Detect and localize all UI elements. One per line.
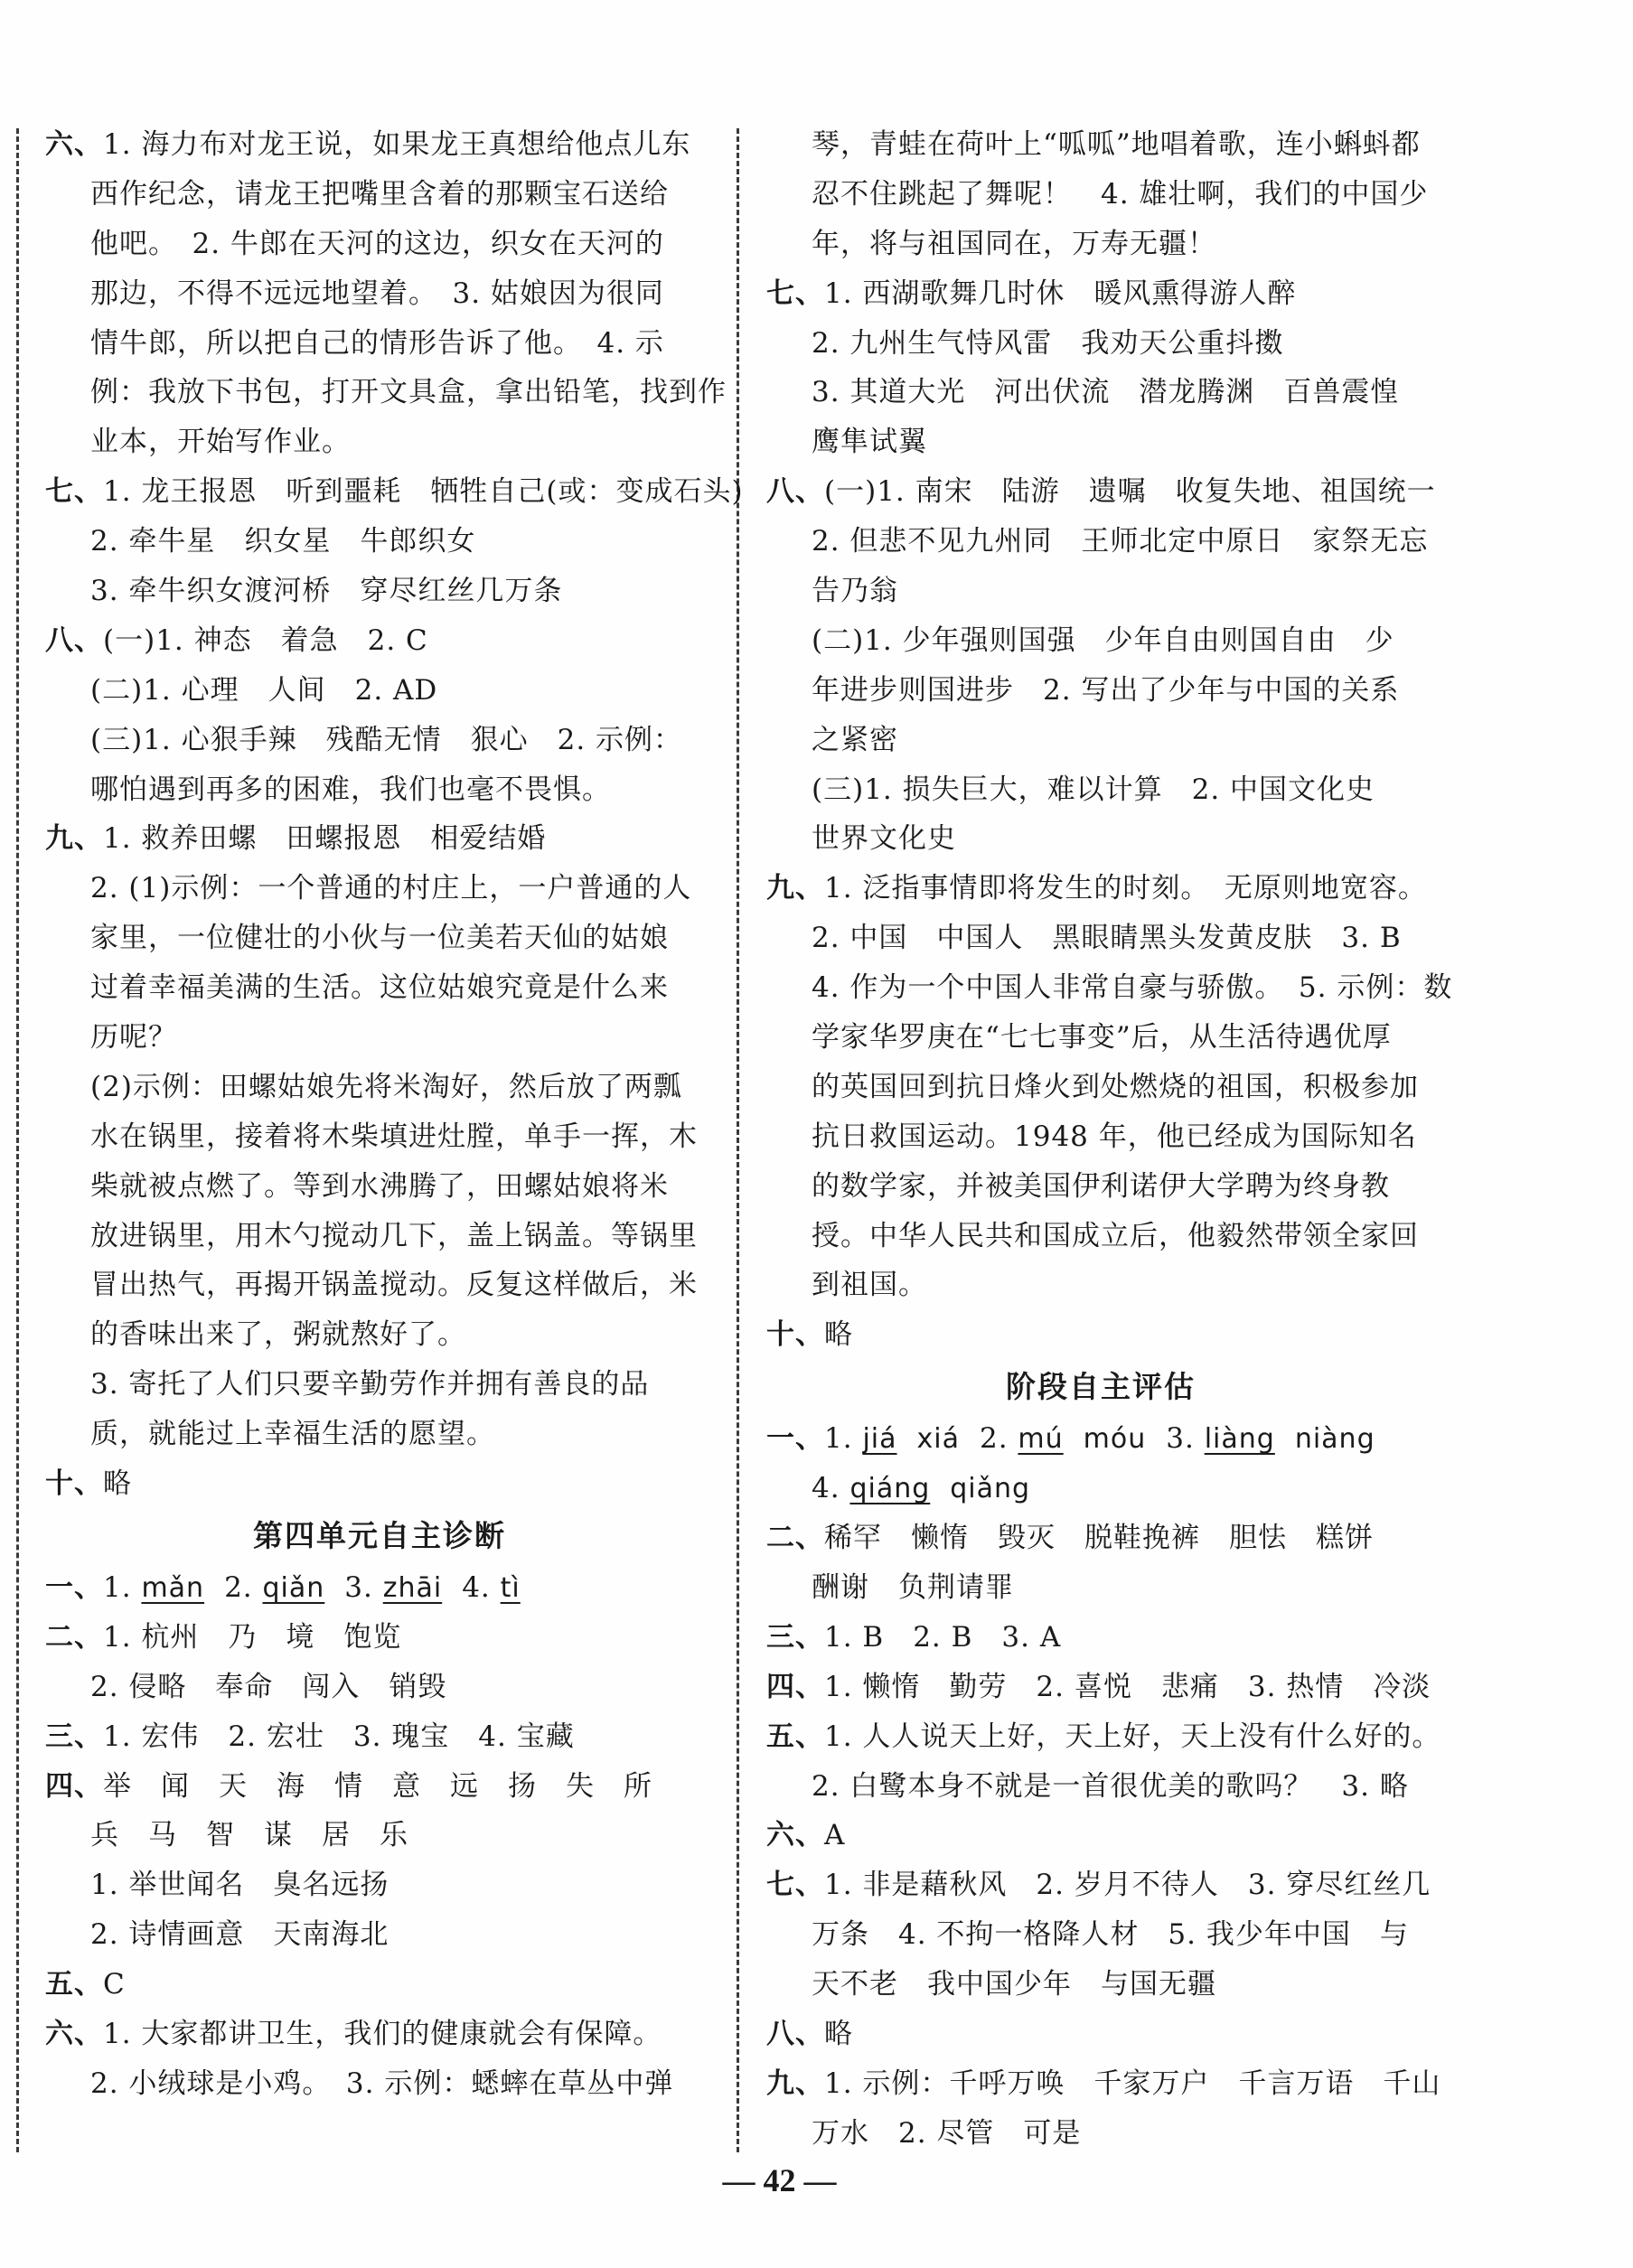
answer-text: 水在锅里，接着将木柴填进灶膛，单手一挥，木 [90, 1120, 698, 1153]
answer-line [766, 269, 1435, 319]
answer-text: 告乃翁 [812, 575, 898, 608]
question-marker: 七、 [766, 276, 824, 310]
answer-text: 世界文化史 [812, 822, 956, 856]
answer-line [45, 1063, 714, 1112]
answer-text: 举 闻 天 海 情 意 远 扬 失 所 [103, 1769, 652, 1803]
answer-line [45, 1910, 714, 1960]
question-marker: 五、 [45, 1968, 103, 2001]
answer-line [45, 417, 714, 467]
answer-text: 的英国回到抗日烽火到处燃烧的祖国，积极参加 [812, 1070, 1419, 1103]
item-number: 2. [224, 1570, 263, 1604]
question-marker: 七、 [766, 1869, 824, 1902]
question-marker: 九、 [766, 872, 824, 905]
question-marker: 九、 [766, 2067, 824, 2100]
answer-line [766, 765, 1435, 815]
answer-text: (一)1. 神态 着急 2. C [103, 623, 428, 657]
answer-line [766, 1112, 1435, 1162]
answer-line [45, 120, 714, 170]
item-number: 2. [979, 1422, 1018, 1456]
answer-text: 业本，开始写作业。 [90, 426, 351, 459]
answer-text: 琴，青蛙在荷叶上“呱呱”地唱着歌，连小蝌蚪都 [812, 128, 1421, 161]
answer-line [766, 616, 1435, 666]
answer-line [45, 1663, 714, 1712]
answer-line [45, 1960, 714, 2010]
answer-text: 冒出热气，再揭开锅盖搅动。反复这样做后，米 [90, 1269, 698, 1302]
question-marker: 八、 [766, 475, 824, 509]
stage-assessment-answers [766, 1414, 1441, 2158]
item-number: 3. [1166, 1422, 1205, 1456]
right-answers [766, 120, 1453, 1360]
answer-line [45, 2059, 714, 2109]
pinyin-answer: qiáng [849, 1473, 931, 1505]
answer-line [766, 963, 1453, 1013]
answer-text: 天不老 我中国少年 与国无疆 [812, 1968, 1216, 2001]
question-marker: 八、 [45, 623, 103, 657]
question-marker: 三、 [45, 1720, 103, 1753]
answer-line [766, 1310, 1435, 1360]
answer-text: 年进步则国进步 2. 写出了少年与中国的关系 [812, 673, 1400, 707]
item-number: 3. [344, 1570, 383, 1604]
question-marker: 六、 [45, 2017, 103, 2050]
question-marker: 一、 [766, 1422, 824, 1456]
question-marker: 四、 [45, 1769, 103, 1803]
answer-line [766, 368, 1435, 417]
answer-text: 3. 其道大光 河出伏流 潜龙腾渊 百兽震惶 [812, 376, 1400, 409]
answer-text: 万水 2. 尽管 可是 [812, 2116, 1082, 2150]
answer-line [766, 1514, 1435, 1563]
pinyin-answer: zhāi [382, 1571, 443, 1604]
answer-line [766, 666, 1435, 716]
item-number: 4. [462, 1570, 501, 1604]
answer-line [45, 1712, 714, 1762]
answer-text: 2. 白鹭本身不就是一首很优美的歌吗？ 3. 略 [812, 1769, 1409, 1803]
answer-text: 1. 杭州 乃 境 饱览 [103, 1620, 402, 1654]
answer-text: 2. (1)示例：一个普通的村庄上，一户普通的人 [90, 872, 692, 905]
answer-text: 1. 宏伟 2. 宏壮 3. 瑰宝 4. 宝藏 [103, 1720, 575, 1753]
answer-text: 的香味出来了，粥就熬好了。 [90, 1318, 466, 1352]
answer-line [45, 1410, 714, 1459]
answer-text: 他吧。 2. 牛郎在天河的这边，织女在天河的 [90, 227, 664, 260]
answer-line [766, 1663, 1435, 1712]
answer-line [766, 716, 1435, 765]
answer-line [45, 1212, 714, 1261]
answer-text: 1. 泛指事情即将发生的时刻。 无原则地宽容。 [824, 872, 1427, 905]
answer-line [766, 1811, 1435, 1860]
answer-text: 1. 人人说天上好，天上好，天上没有什么好的。 [824, 1720, 1441, 1753]
answer-line [766, 1712, 1441, 1762]
answer-line [45, 814, 714, 864]
answer-text: 1. B 2. B 3. A [824, 1620, 1062, 1654]
answer-line [766, 1261, 1435, 1310]
pinyin-answer: mú [1018, 1423, 1064, 1456]
question-marker: 七、 [45, 475, 103, 509]
answer-line [45, 1563, 714, 1613]
answer-line [45, 517, 714, 567]
answer-text: 1. 海力布对龙王说，如果龙王真想给他点儿东 [103, 128, 691, 161]
pinyin-answer: tì [500, 1571, 521, 1604]
answer-line [766, 417, 1435, 467]
question-marker: 二、 [45, 1620, 103, 1654]
answer-line [45, 1762, 714, 1812]
answer-line [45, 914, 714, 963]
answer-line [766, 120, 1435, 170]
question-marker: 五、 [766, 1720, 824, 1753]
answer-line [766, 1013, 1435, 1063]
answer-text: 例：我放下书包，打开文具盒，拿出铅笔，找到作 [90, 376, 727, 409]
answer-line [45, 1613, 714, 1663]
pinyin-answer: qiǎn [262, 1571, 325, 1604]
answer-text: 柴就被点燃了。等到水沸腾了，田螺姑娘将米 [90, 1169, 669, 1203]
section-title-unit4: 第四单元自主诊断 [253, 1517, 506, 1553]
answer-text: C [103, 1968, 126, 2001]
answer-line [45, 765, 714, 815]
question-marker: 九、 [45, 822, 103, 856]
answer-line [45, 1860, 714, 1910]
answer-line [45, 666, 714, 716]
answer-text: 2. 九州生气恃风雷 我劝天公重抖擞 [812, 326, 1284, 360]
pinyin-answer: jiá [862, 1423, 897, 1456]
answer-text: 3. 寄托了人们只要辛勤劳作并拥有善良的品 [90, 1368, 650, 1401]
answer-line [45, 319, 714, 369]
right-column [766, 120, 1453, 2159]
answer-line [45, 963, 714, 1013]
answer-text: 1. 大家都讲卫生，我们的健康就会有保障。 [103, 2017, 662, 2050]
question-marker: 四、 [766, 1670, 824, 1703]
question-marker: 二、 [766, 1522, 824, 1555]
answer-text: 4. 作为一个中国人非常自豪与骄傲。 5. 示例：数 [812, 971, 1453, 1005]
answer-line [45, 1261, 714, 1310]
answer-text: 抗日救国运动。1948 年，他已经成为国际知名 [812, 1120, 1417, 1153]
answer-line [45, 170, 714, 220]
answer-line [766, 2109, 1435, 2159]
answer-line [45, 269, 714, 319]
answer-line [766, 2059, 1441, 2109]
pinyin-answer: liàng [1204, 1423, 1275, 1456]
answer-line [766, 1162, 1435, 1212]
answer-line [45, 1112, 714, 1162]
answer-text: 2. 牵牛星 织女星 牛郎织女 [90, 525, 476, 558]
pinyin-answer: mǎn [141, 1571, 205, 1604]
answer-text: 3. 牵牛织女渡河桥 穿尽红丝几万条 [90, 575, 563, 608]
answer-line [766, 814, 1435, 864]
answer-text: 略 [103, 1467, 132, 1501]
answer-text: 1. 示例：千呼万唤 千家万户 千言万语 千山 [824, 2067, 1441, 2100]
answer-text: (三)1. 损失巨大，难以计算 2. 中国文化史 [812, 773, 1375, 806]
answer-line [766, 1860, 1435, 1910]
question-marker: 十、 [766, 1318, 824, 1352]
answer-text: 的数学家，并被美国伊利诺伊大学聘为终身教 [812, 1169, 1390, 1203]
answer-line [45, 220, 714, 269]
item-number: 1. [824, 1422, 863, 1456]
answer-line [45, 567, 714, 616]
pinyin-answer: xiá [916, 1423, 960, 1456]
answer-text: (二)1. 少年强则国强 少年自由则国自由 少 [812, 623, 1394, 657]
answer-text: 2. 小绒球是小鸡。 3. 示例：蟋蟀在草丛中弹 [90, 2067, 674, 2100]
question-marker: 六、 [45, 128, 103, 161]
answer-text: 2. 中国 中国人 黑眼睛黑头发黄皮肤 3. B [812, 922, 1402, 955]
answer-line [766, 1563, 1435, 1613]
answer-text: (三)1. 心狠手辣 残酷无情 狠心 2. 示例： [90, 723, 683, 756]
answer-text: 兵 马 智 谋 居 乐 [90, 1819, 408, 1852]
answer-line [766, 170, 1435, 220]
answer-text: 忍不住跳起了舞呢！ 4. 雄壮啊，我们的中国少 [812, 177, 1429, 211]
question-marker: 一、 [45, 1570, 103, 1604]
answer-line [766, 319, 1435, 369]
answer-line [766, 220, 1435, 269]
answer-line [766, 864, 1435, 914]
answer-line [45, 616, 714, 666]
answer-line [766, 517, 1435, 567]
answer-line [766, 1762, 1435, 1812]
answer-line [766, 1960, 1435, 2010]
section-title-stage-assessment: 阶段自主评估 [1006, 1369, 1196, 1405]
column-divider [737, 128, 739, 2152]
item-number: 1. [103, 1570, 142, 1604]
answer-line [766, 2010, 1435, 2059]
answer-line [45, 864, 714, 914]
answer-line [45, 1459, 714, 1509]
answer-line [766, 1613, 1435, 1663]
answer-line [766, 1464, 1435, 1514]
item-number: 4. [812, 1472, 850, 1505]
answer-text: 1. 懒惰 勤劳 2. 喜悦 悲痛 3. 热情 冷淡 [824, 1670, 1431, 1703]
left-column [45, 120, 744, 2109]
answer-line [45, 1811, 714, 1860]
answer-line [45, 716, 714, 765]
answer-line [766, 914, 1435, 963]
answer-line [45, 368, 727, 417]
answer-text: 1. 救养田螺 田螺报恩 相爱结婚 [103, 822, 547, 856]
answer-text: 放进锅里，用木勺搅动几下，盖上锅盖。等锅里 [90, 1219, 698, 1252]
pinyin-answer: niàng [1294, 1423, 1375, 1456]
answer-text: 1. 举世闻名 臭名远扬 [90, 1869, 389, 1902]
answer-line [766, 1414, 1435, 1464]
answer-text: 2. 但悲不见九州同 王师北定中原日 家祭无忘 [812, 525, 1429, 558]
answer-text: 酬谢 负荆请罪 [812, 1570, 1014, 1604]
answer-text: (一)1. 南宋 陆游 遗嘱 收复失地、祖国统一 [824, 475, 1436, 509]
answer-line [766, 467, 1435, 517]
answer-line [45, 2010, 714, 2059]
left-dashed-border [16, 128, 19, 2152]
answer-line [45, 1310, 714, 1360]
answer-text: 西作纪念，请龙王把嘴里含着的那颗宝石送给 [90, 177, 669, 211]
question-marker: 八、 [766, 2017, 824, 2050]
answer-text: 1. 非是藉秋风 2. 岁月不待人 3. 穿尽红丝几 [824, 1869, 1431, 1902]
answer-text: (二)1. 心理 人间 2. AD [90, 673, 438, 707]
answer-text: 2. 侵略 奉命 闯入 销毁 [90, 1670, 447, 1703]
answer-line [766, 1063, 1435, 1112]
answer-text: 家里，一位健壮的小伙与一位美若天仙的姑娘 [90, 922, 669, 955]
answer-line [45, 1360, 714, 1410]
answer-text: 1. 龙王报恩 听到噩耗 牺牲自己(或：变成石头) [103, 475, 744, 509]
answer-line [45, 1162, 714, 1212]
unit4-answers [45, 1563, 714, 2109]
left-answers [45, 120, 744, 1509]
answer-text: 到祖国。 [812, 1269, 927, 1302]
answer-line [766, 1910, 1435, 1960]
answer-text: 那边，不得不远远地望着。 3. 姑娘因为很同 [90, 276, 664, 310]
answer-text: A [824, 1819, 846, 1852]
answer-text: (2)示例：田螺姑娘先将米淘好，然后放了两瓢 [90, 1070, 682, 1103]
answer-text: 略 [824, 1318, 853, 1352]
answer-text: 鹰隼试翼 [812, 426, 927, 459]
answer-line [766, 567, 1435, 616]
answer-text: 授。中华人民共和国成立后，他毅然带领全家回 [812, 1219, 1419, 1252]
question-marker: 十、 [45, 1467, 103, 1501]
question-marker: 六、 [766, 1819, 824, 1852]
answer-text: 年，将与祖国同在，万寿无疆！ [812, 227, 1216, 260]
answer-text: 2. 诗情画意 天南海北 [90, 1918, 389, 1952]
answer-text: 过着幸福美满的生活。这位姑娘究竟是什么来 [90, 971, 669, 1005]
answer-text: 略 [824, 2017, 853, 2050]
pinyin-answer: qiǎng [950, 1473, 1031, 1505]
answer-text: 情牛郎，所以把自己的情形告诉了他。 4. 示 [90, 326, 664, 360]
answer-text: 稀罕 懒惰 毁灭 脱鞋挽裤 胆怯 糕饼 [824, 1522, 1374, 1555]
answer-text: 之紧密 [812, 723, 898, 756]
answer-line [766, 1212, 1435, 1261]
question-marker: 三、 [766, 1620, 824, 1654]
answer-line [45, 467, 744, 517]
pinyin-answer: móu [1083, 1423, 1147, 1456]
page-number: — 42 — [722, 2162, 837, 2198]
answer-line [45, 1013, 714, 1063]
answer-text: 历呢？ [90, 1021, 177, 1054]
answer-text: 哪怕遇到再多的困难，我们也毫不畏惧。 [90, 773, 611, 806]
answer-text: 1. 西湖歌舞几时休 暖风熏得游人醉 [824, 276, 1297, 310]
answer-text: 学家华罗庚在“七七事变”后，从生活待遇优厚 [812, 1021, 1392, 1054]
answer-text: 质，就能过上幸福生活的愿望。 [90, 1418, 495, 1451]
answer-text: 万条 4. 不拘一格降人材 5. 我少年中国 与 [812, 1918, 1409, 1952]
